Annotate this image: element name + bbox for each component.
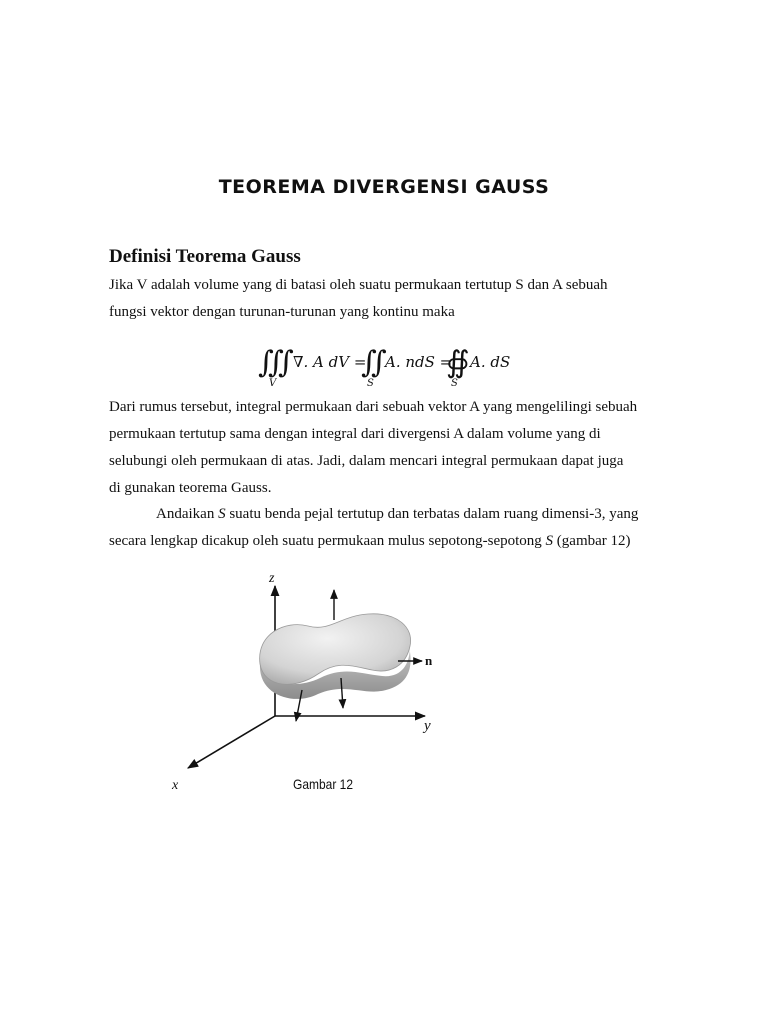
- symbol-s: S: [545, 533, 554, 549]
- formula-lhs: ∇. A dV =: [293, 353, 367, 371]
- integral-subscript-v: V: [269, 378, 277, 389]
- paragraph-line: Andaikan S suatu benda pejal tertutup dan terbatas dalam ruang dimensi-3, yang: [156, 506, 639, 522]
- integral-subscript-s: S: [367, 378, 374, 389]
- x-axis-label: x: [172, 778, 179, 793]
- integral-subscript-s: S: [451, 378, 458, 389]
- paragraph-line: Jika V adalah volume yang di batasi oleh suatu permukaan tertutup S dan A sebuah: [109, 277, 608, 293]
- section-heading: Definisi Teorema Gauss: [109, 246, 301, 267]
- solid-body: [260, 614, 411, 699]
- symbol-s: S: [218, 506, 226, 522]
- paragraph-line: secara lengkap dicakup oleh suatu permukaan mulus sepotong-sepotong S (gambar 12): [109, 533, 631, 549]
- z-axis-label: z: [269, 571, 275, 586]
- figure-12: [160, 566, 450, 798]
- paragraph-line: Dari rumus tersebut, integral permukaan dari sebuah vektor A yang mengelilingi sebuah: [109, 399, 638, 415]
- paragraph-line: selubungi oleh permukaan di atas. Jadi, dalam mencari integral permukaan dapat juga: [109, 453, 624, 469]
- explanation-paragraph: [109, 394, 669, 502]
- normal-label: n: [425, 653, 433, 668]
- triple-integral-sign: ∭: [258, 345, 294, 380]
- paragraph-line: di gunakan teorema Gauss.: [109, 480, 272, 496]
- y-axis-label: y: [424, 718, 431, 734]
- paragraph-line: permukaan tertutup sama dengan integral dari divergensi A dalam volume yang di: [109, 426, 601, 442]
- x-axis: [188, 716, 275, 768]
- closed-surface-integral-sign: ∯: [446, 345, 470, 380]
- assumption-paragraph: [109, 501, 669, 555]
- definition-paragraph: [109, 272, 669, 326]
- figure-caption: Gambar 12: [293, 776, 354, 792]
- formula-rhs: A. dS: [470, 353, 511, 371]
- document-title: TEOREMA DIVERGENSI GAUSS: [218, 176, 550, 198]
- formula-middle: A. ndS =: [385, 353, 453, 371]
- paragraph-line: fungsi vektor dengan turunan-turunan yang kontinu maka: [109, 304, 455, 320]
- gauss-formula: [0, 340, 768, 390]
- double-integral-sign: ∬: [361, 345, 387, 380]
